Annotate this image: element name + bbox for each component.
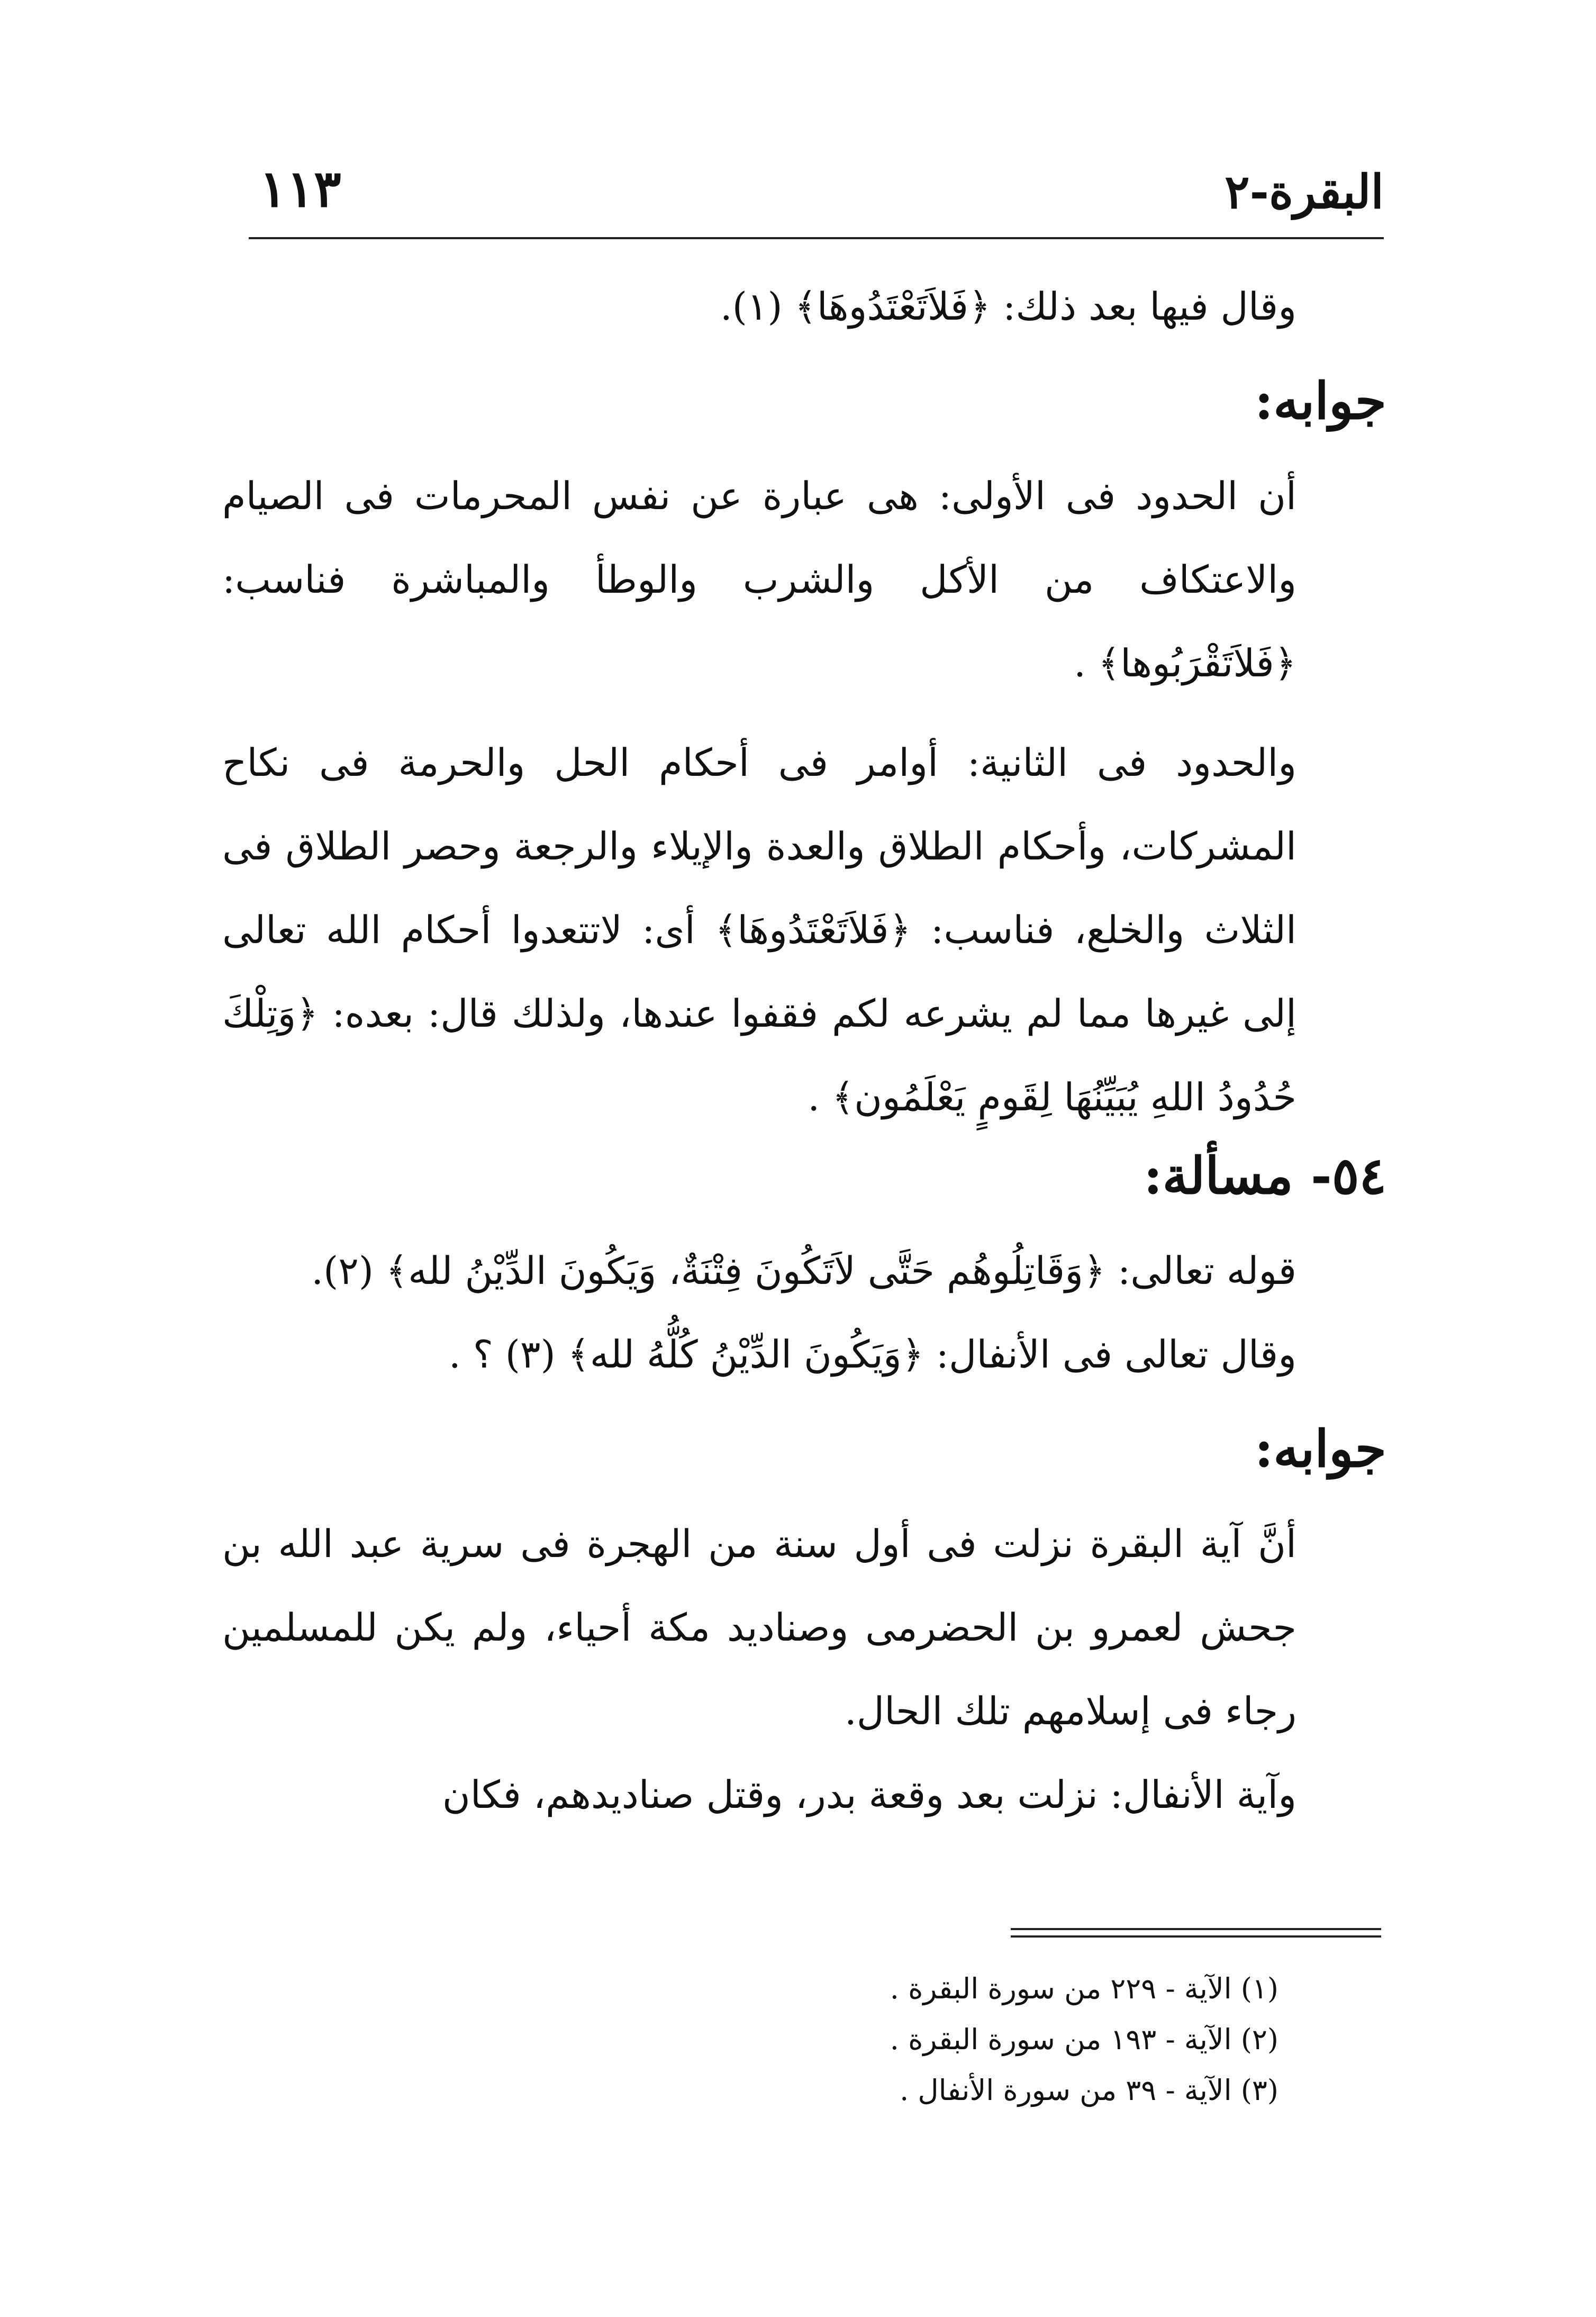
main-text xyxy=(222,265,1386,1836)
paragraph-question-54b: وقال تعالى فى الأنفال: ﴿وَيَكُونَ الدِّيْنُ كُلُّهُ لله﴾ (٣) ؟ . xyxy=(448,1332,1296,1377)
footnotes xyxy=(643,1963,1278,2116)
paragraph-answer-2a: أنَّ آية البقرة نزلت فى أول سنة من الهجرة فى سرية عبد الله بن جحش لعمرو بن الحضرمى وصناديد مكة أحياء، ولم يكن للمسلمين رجاء فى إسلامهم تلك الحال. xyxy=(222,1522,1296,1733)
footnote-1: (١) الآية - ٢٢٩ من سورة البقرة . xyxy=(890,1972,1278,2005)
chapter-title: البقرة-٢ xyxy=(1225,164,1384,219)
paragraph-answer-1b: والحدود فى الثانية: أوامر فى أحكام الحل والحرمة فى نكاح المشركات، وأحكام الطلاق والعدة والإيلاء والرجعة وحصر الطلاق فى الثلاث والخلع، فناسب: ﴿فَلاَتَعْتَدُوهَا﴾ أى: لاتتعدوا أحكام الله تعالى إلى غيرها مما لم يشرعه لكم فقفوا عندها، ولذلك قال: بعده: ﴿وَتِلْكَ حُدُودُ اللهِ يُبَيِّنُهَا لِقَومٍ يَعْلَمُون﴾ . xyxy=(222,740,1296,1119)
paragraph-intro: وقال فيها بعد ذلك: ﴿فَلاَتَعْتَدُوهَا﴾ (١). xyxy=(720,284,1296,329)
page-number: ١١٣ xyxy=(259,159,341,219)
paragraph-answer-2b: وآية الأنفال: نزلت بعد وقعة بدر، وقتل صناديدهم، فكان xyxy=(442,1772,1296,1817)
paragraph-question-54a: قوله تعالى: ﴿وَقَاتِلُوهُم حَتَّى لاَتَكُونَ فِتْنَةٌ، وَيَكُونَ الدِّيْنُ لله﴾ (٢). xyxy=(311,1248,1296,1293)
header-rule xyxy=(249,237,1384,239)
heading-answer-1: جوابه: xyxy=(1254,371,1386,431)
footnote-rule xyxy=(1011,1928,1381,1938)
heading-question-54: ٥٤- مسألة: xyxy=(1144,1146,1386,1206)
heading-answer-2: جوابه: xyxy=(1254,1419,1386,1479)
footnote-2: (٢) الآية - ١٩٣ من سورة البقرة . xyxy=(890,2023,1278,2056)
running-header xyxy=(249,153,1384,228)
paragraph-answer-1a: أن الحدود فى الأولى: هى عبارة عن نفس المحرمات فى الصيام والاعتكاف من الأكل والشرب والوطأ والمباشرة فناسب: ﴿فَلاَتَقْرَبُوها﴾ . xyxy=(222,474,1296,685)
footnote-3: (٣) الآية - ٣٩ من سورة الأنفال . xyxy=(900,2074,1278,2107)
